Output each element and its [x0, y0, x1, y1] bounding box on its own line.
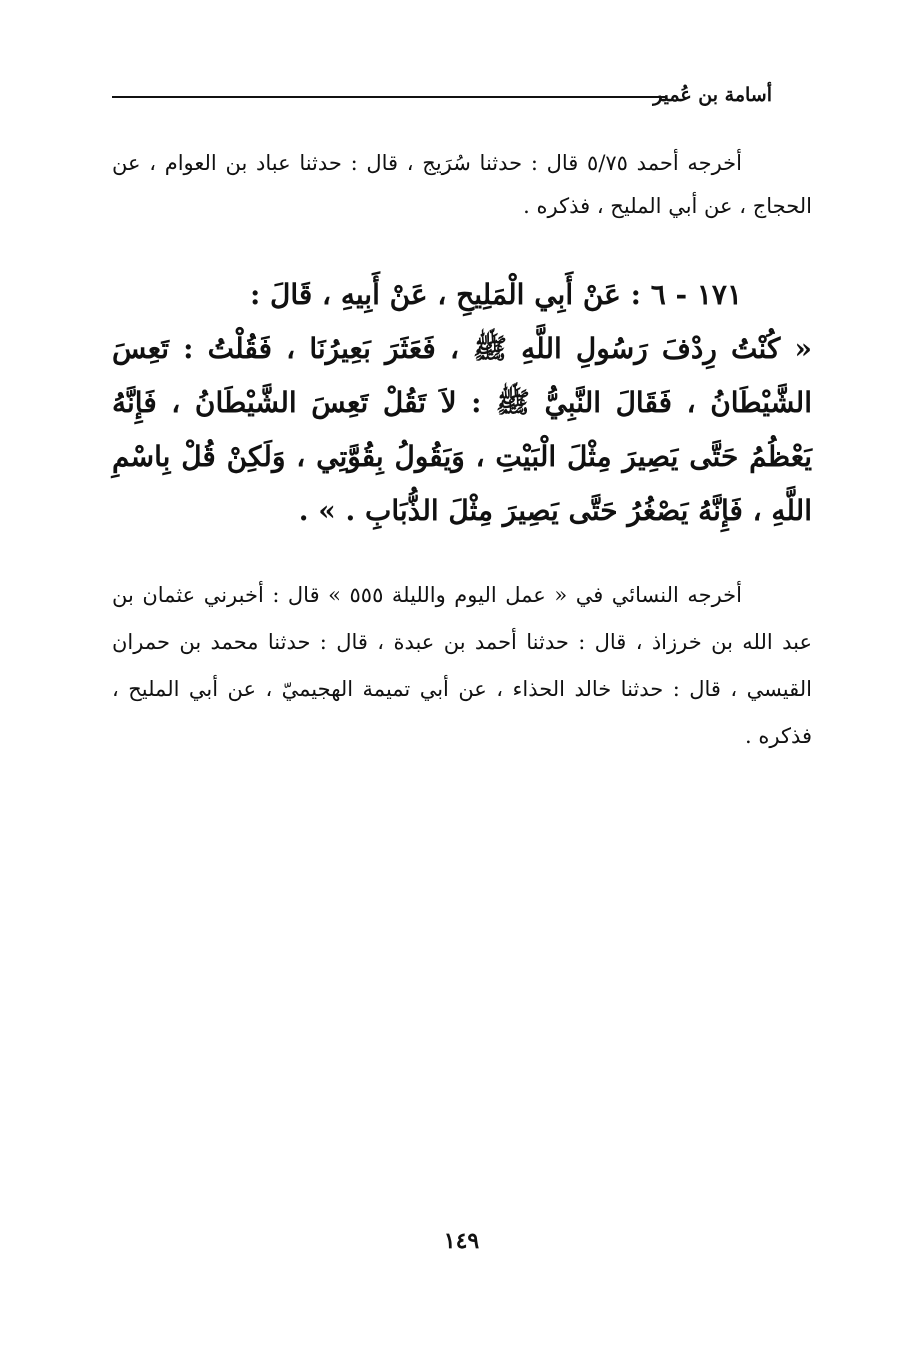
running-header — [112, 82, 772, 112]
source-citation-second: أخرجه النسائي في « عمل اليوم والليلة ٥٥٥ » قال : أخبرني عثمان بن عبد الله بن خرزاذ ، قال : حدثنا أحمد بن عبدة ، قال : حدثنا محمد بن حمران القيسي ، قال : حدثنا خالد الحذاء ، عن أبي تميمة الهجيميّ ، عن أبي المليح ، فذكره . — [112, 583, 812, 748]
hadith-block — [112, 268, 812, 538]
running-title: أسامة بن عُمير — [653, 84, 772, 106]
page-number: ١٤٩ — [443, 1228, 480, 1254]
source-citation-first: أخرجه أحمد ٥/٧٥ قال : حدثنا سُرَيج ، قال : حدثنا عباد بن العوام ، عن الحجاج ، عن أبي المليح ، فذكره . — [112, 151, 812, 218]
header-rule — [112, 96, 667, 98]
hadith-text: « كُنْتُ رِدْفَ رَسُولِ اللَّهِ ﷺ ، فَعَثَرَ بَعِيرُنَا ، فَقُلْتُ : تَعِسَ الشَّيْطَانُ ، فَقَالَ النَّبِيُّ ﷺ : لاَ تَقُلْ تَعِسَ الشَّيْطَانُ ، فَإِنَّهُ يَعْظُمُ حَتَّى يَصِيرَ مِثْلَ الْبَيْتِ ، وَيَقُولُ بِقُوَّتِي ، وَلَكِنْ قُلْ بِاسْمِ اللَّهِ ، فَإِنَّهُ يَصْغُرُ حَتَّى يَصِيرَ مِثْلَ الذُّبَابِ . » . — [112, 332, 812, 527]
hadith-heading: ١٧١ - ٦ : عَنْ أَبِي الْمَلِيحِ ، عَنْ أَبِيهِ ، قَالَ : — [249, 278, 742, 311]
